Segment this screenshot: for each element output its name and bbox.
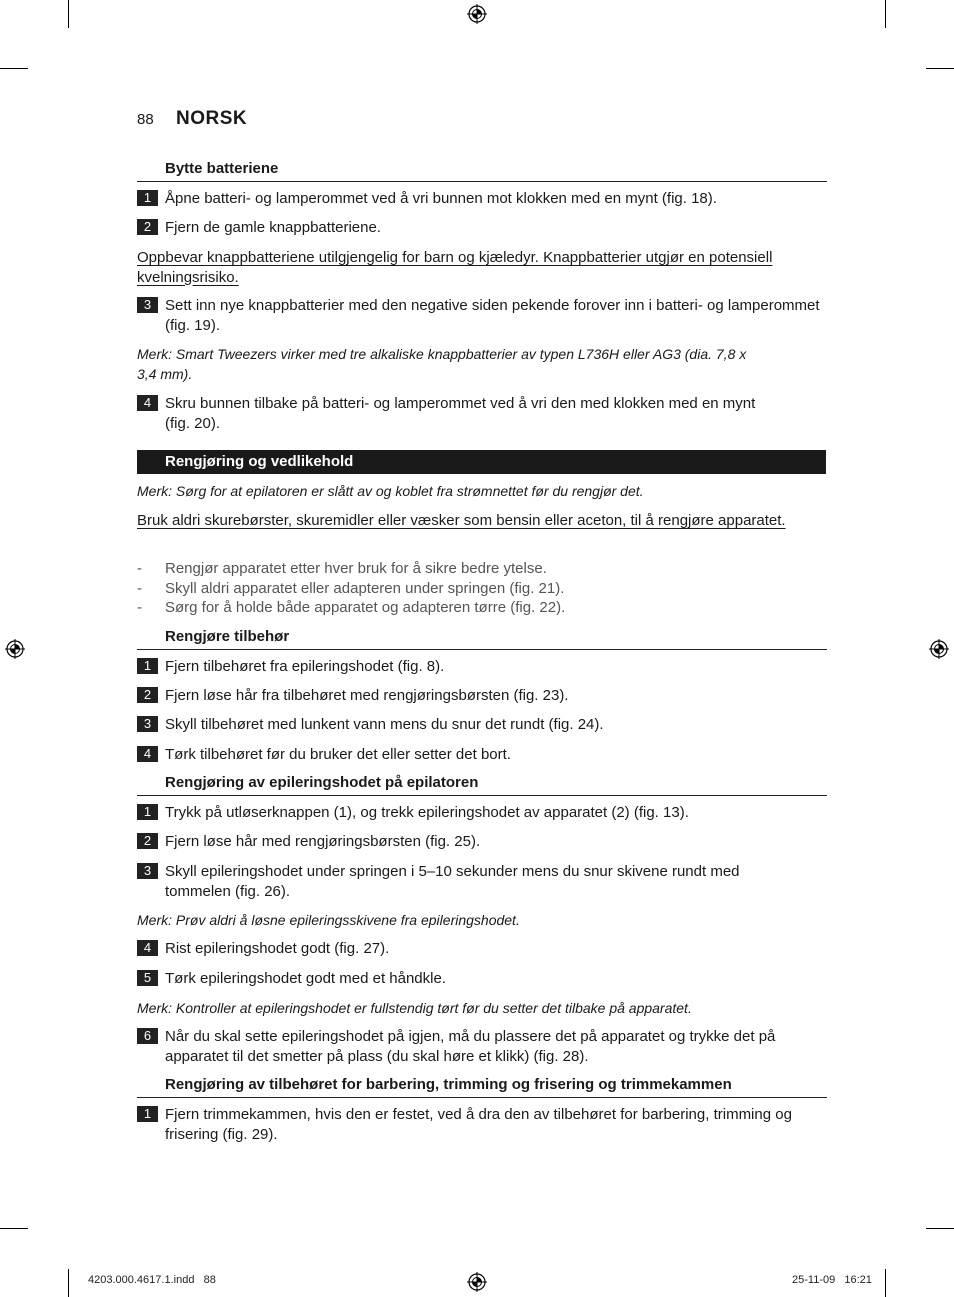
page-number: 88 — [137, 111, 154, 128]
note-text: Merk: Sørg for at epilatoren er slått av og koblet fra strømnettet før du rengjør det. — [137, 483, 644, 499]
language-title: NORSK — [176, 108, 248, 129]
step-number: 1 — [137, 1106, 158, 1122]
step-text: Fjern de gamle knappbatteriene. — [165, 219, 381, 236]
footer-timestamp: 25-11-09 16:21 — [792, 1274, 872, 1286]
registration-mark-icon — [466, 1271, 488, 1293]
step-text: Sett inn nye knappbatterier med den negative siden pekende forover inn i batteri- og lamperommet (fig. 19). — [165, 297, 820, 334]
step-item — [137, 1027, 827, 1067]
step-text: Fjern tilbehøret fra epileringshodet (fig. 8). — [165, 658, 445, 675]
step-item — [137, 189, 827, 209]
crop-mark — [926, 1228, 954, 1229]
step-number: 2 — [137, 687, 158, 703]
step-text: Fjern trimmekammen, hvis den er festet, ved å dra den av tilbehøret for barbering, trimming og frisering (fig. 29). — [165, 1106, 792, 1143]
step-number: 4 — [137, 746, 158, 762]
bullet-item: - Rengjør apparatet etter hver bruk for å sikre bedre ytelse. — [137, 560, 547, 577]
step-item — [137, 657, 827, 677]
crop-mark — [885, 1269, 886, 1297]
step-item — [137, 1105, 827, 1145]
section-rule — [137, 795, 827, 796]
registration-mark-icon — [928, 638, 950, 660]
step-text: Skyll tilbehøret med lunkent vann mens du snur det rundt (fig. 24). — [165, 716, 604, 733]
section-rule — [137, 649, 827, 650]
step-number: 5 — [137, 970, 158, 986]
crop-mark — [0, 1228, 28, 1229]
step-number: 4 — [137, 395, 158, 411]
step-item — [137, 715, 827, 735]
section-rule — [137, 1097, 827, 1098]
section-heading: Rengjøring av epileringshodet på epilatoren — [165, 774, 479, 791]
note-text: Merk: Kontroller at epileringshodet er fullstendig tørt før du setter det tilbake på apparatet. — [137, 1000, 692, 1016]
step-item — [137, 803, 827, 823]
step-number: 1 — [137, 804, 158, 820]
step-item — [137, 296, 827, 336]
step-item — [137, 394, 827, 434]
step-number: 2 — [137, 833, 158, 849]
bullet-item: - Skyll aldri apparatet eller adapteren under springen (fig. 21). — [137, 580, 565, 597]
step-number: 2 — [137, 219, 158, 235]
step-item — [137, 969, 827, 989]
step-text: Når du skal sette epileringshodet på igjen, må du plassere det på apparatet og trykke det på apparatet til det smetter på plass (du skal høre et klikk) (fig. 28). — [165, 1028, 776, 1065]
section-rule — [137, 181, 827, 182]
crop-mark — [68, 1269, 69, 1297]
step-text: Tørk tilbehøret før du bruker det eller setter det bort. — [165, 746, 511, 763]
step-number: 3 — [137, 716, 158, 732]
footer-file-info: 4203.000.4617.1.indd 88 — [88, 1274, 216, 1286]
step-text: Trykk på utløserknappen (1), og trekk epileringshodet av apparatet (2) (fig. 13). — [165, 804, 689, 821]
step-number: 1 — [137, 190, 158, 206]
step-item — [137, 218, 827, 238]
crop-mark — [926, 68, 954, 69]
step-item — [137, 686, 827, 706]
bullet-item: - Sørg for å holde både apparatet og adapteren tørre (fig. 22). — [137, 599, 566, 616]
step-item — [137, 745, 827, 765]
step-text: Skru bunnen tilbake på batteri- og lamperommet ved å vri den med klokken med en mynt (fig. 20). — [165, 395, 756, 432]
step-item — [137, 939, 827, 959]
step-text: Åpne batteri- og lamperommet ved å vri bunnen mot klokken med en mynt (fig. 18). — [165, 190, 717, 207]
warning-text: Bruk aldri skurebørster, skuremidler eller væsker som bensin eller aceton, til å rengjøre apparatet. — [137, 512, 786, 529]
section-heading: Rengjøring av tilbehøret for barbering, trimming og frisering og trimmekammen — [165, 1076, 732, 1093]
step-text: Rist epileringshodet godt (fig. 27). — [165, 940, 390, 957]
registration-mark-icon — [466, 3, 488, 25]
step-text: Fjern løse hår fra tilbehøret med rengjøringsbørsten (fig. 23). — [165, 687, 569, 704]
section-band — [137, 450, 826, 474]
step-item — [137, 832, 827, 852]
section-band-title: Rengjøring og vedlikehold — [165, 453, 354, 470]
crop-mark — [0, 68, 28, 69]
step-number: 4 — [137, 940, 158, 956]
step-number: 3 — [137, 297, 158, 313]
note-text: Merk: Smart Tweezers virker med tre alkaliske knappbatterier av typen L736H eller AG3 (dia. 7,8 x 3,4 mm). — [137, 346, 747, 382]
step-text: Skyll epileringshodet under springen i 5–10 sekunder mens du snur skivene rundt med tommelen (fig. 26). — [165, 863, 740, 900]
crop-mark — [885, 0, 886, 28]
step-item — [137, 862, 827, 902]
section-heading: Bytte batteriene — [165, 160, 279, 177]
step-text: Fjern løse hår med rengjøringsbørsten (fig. 25). — [165, 833, 481, 850]
section-heading: Rengjøre tilbehør — [165, 628, 290, 645]
crop-mark — [68, 0, 69, 28]
step-number: 1 — [137, 658, 158, 674]
registration-mark-icon — [4, 638, 26, 660]
note-text: Merk: Prøv aldri å løsne epileringsskivene fra epileringshodet. — [137, 912, 520, 928]
warning-text: Oppbevar knappbatteriene utilgjengelig for barn og kjæledyr. Knappbatterier utgjør en potensiell kvelningsrisiko. — [137, 249, 773, 286]
step-number: 6 — [137, 1028, 158, 1044]
step-number: 3 — [137, 863, 158, 879]
step-text: Tørk epileringshodet godt med et håndkle. — [165, 970, 446, 987]
